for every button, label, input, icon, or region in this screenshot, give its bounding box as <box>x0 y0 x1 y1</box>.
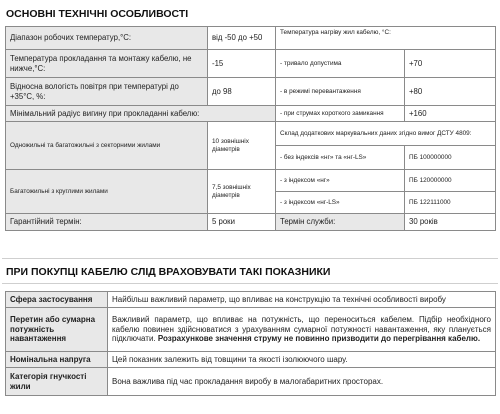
spec-value: 7,5 зовнішніх діаметрів <box>208 170 276 214</box>
table-row <box>6 27 496 50</box>
spec-right-label: Температура нагріву жил кабелю, °С: <box>276 27 496 50</box>
spec-right-label: - в режимі перевантаження <box>276 78 405 106</box>
indicator-label: Перетин або сумарна потужність навантаження <box>6 308 108 352</box>
spec-label: Гарантійний термін: <box>6 214 208 231</box>
indicator-text: Вона важлива під час прокладання виробу в малогабаритних просторах. <box>108 368 496 396</box>
divider <box>2 283 498 284</box>
spec-right-label: - з індексом «нг» <box>276 170 405 192</box>
spec-right-label: - тривало допустима <box>276 50 405 78</box>
spec-right-value: +70 <box>405 50 496 78</box>
table-row <box>6 308 496 352</box>
spec-label: Одножильні та багатожильні з секторними жилами <box>6 122 208 170</box>
indicator-text: Цей показник залежить від товщини та якості ізолюючого шару. <box>108 352 496 368</box>
spec-value: від -50 до +50 <box>208 27 276 50</box>
indicator-label: Номінальна напруга <box>6 352 108 368</box>
indicator-text: Найбільш важливий параметр, що впливає на конструкцію та технічні особливості виробу <box>108 292 496 308</box>
table-row <box>6 78 496 106</box>
spec-right-label: Склад додаткових маркувальних даних згідно вимог ДСТУ 4809: <box>276 122 496 146</box>
table-row <box>6 214 496 231</box>
spec-right-value: ПБ 100000000 <box>405 146 496 170</box>
table-row <box>6 106 496 122</box>
table-row <box>6 352 496 368</box>
indicator-emphasis: Розрахункове значення струму не повинно призводити до перегрівання кабелю. <box>157 334 481 344</box>
indicator-label: Категорія гнучкості жили <box>6 368 108 396</box>
indicator-label: Сфера застосування <box>6 292 108 308</box>
indicators-table <box>5 291 496 396</box>
table-row <box>6 368 496 396</box>
spec-right-label: - без індексів «нг» та «нг-LS» <box>276 146 405 170</box>
section-2-title: ПРИ ПОКУПЦІ КАБЕЛЮ СЛІД ВРАХОВУВАТИ ТАКІ ПОКАЗНИКИ <box>6 266 331 278</box>
spec-value: до 98 <box>208 78 276 106</box>
spec-value: -15 <box>208 50 276 78</box>
spec-value: 5 роки <box>208 214 276 231</box>
spec-label: Температура прокладання та монтажу кабелю, не нижче,°С: <box>6 50 208 78</box>
indicator-text: Важливий параметр, що впливає на потужність, що переноситься кабелем. Підбір необхідного кабелю повинен здійснюватися з урахуванням сумарної потужності навантаження, яку планується підключати. Розрахункове значення струму не повинно призводити до перегрівання кабелю. <box>108 308 496 352</box>
spec-label: Мінімальний радіус вигину при прокладанні кабелю: <box>6 106 276 122</box>
spec-right-value: +160 <box>405 106 496 122</box>
spec-right-value: 30 років <box>405 214 496 231</box>
spec-label: Відносна вологість повітря при температурі до +35°С, %: <box>6 78 208 106</box>
section-1-title: ОСНОВНІ ТЕХНІЧНІ ОСОБЛИВОСТІ <box>6 8 189 20</box>
spec-right-label: Термін служби: <box>276 214 405 231</box>
spec-label: Багатожильні з круглими жилами <box>6 170 208 214</box>
spec-right-value: ПБ 120000000 <box>405 170 496 192</box>
table-row <box>6 292 496 308</box>
specs-table <box>5 26 496 231</box>
divider <box>2 258 498 259</box>
spec-right-label: - з індексом «нг-LS» <box>276 192 405 214</box>
table-row <box>6 50 496 78</box>
spec-right-value: ПБ 122111000 <box>405 192 496 214</box>
spec-right-label: - при струмах короткого замикання <box>276 106 405 122</box>
table-row <box>6 170 496 192</box>
spec-label: Діапазон робочих температур,°С: <box>6 27 208 50</box>
table-row <box>6 122 496 146</box>
spec-value: 10 зовнішніх діаметрів <box>208 122 276 170</box>
spec-right-value: +80 <box>405 78 496 106</box>
